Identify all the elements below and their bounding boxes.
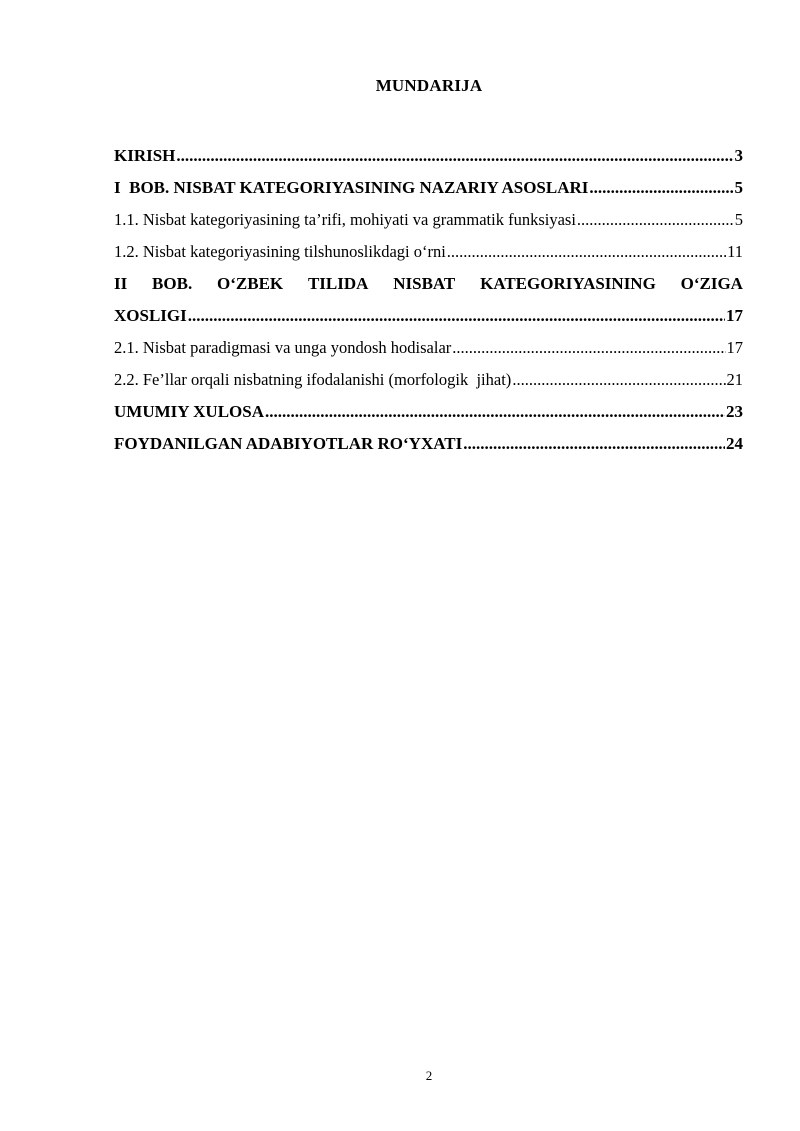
toc-entry-page: 5 [734, 178, 743, 197]
dot-leader [577, 204, 734, 236]
toc-entry-label: I BOB. NISBAT KATEGORIYASINING NAZARIY ASOSLARI [114, 178, 589, 197]
toc-word: TILIDA [307, 274, 369, 293]
toc-entry-label: 1.2. Nisbat kategoriyasining tilshunoslikdagi o‘rni [114, 242, 446, 261]
page-title: MUNDARIJA [375, 76, 483, 95]
dot-leader [452, 332, 725, 364]
toc-word: II [114, 274, 128, 293]
dot-leader [176, 140, 733, 172]
toc-entry-section-1-1[interactable] [114, 204, 743, 236]
toc-entry-chapter-2-line-2[interactable] [114, 300, 743, 332]
toc-entry-page: 21 [726, 370, 743, 389]
toc-entry-label-justified [114, 268, 743, 300]
toc-entry-label: 2.2. Fe’llar orqali nisbatning ifodalanishi (morfologik jihat) [114, 370, 512, 389]
dot-leader [447, 236, 726, 268]
page-number: 2 [425, 1068, 433, 1083]
toc-entry-label: 2.1. Nisbat paradigmasi va unga yondosh hodisalar [114, 338, 452, 357]
toc-word: NISBAT [393, 274, 456, 293]
toc-entry-label: FOYDANILGAN ADABIYOTLAR RO‘YXATI [114, 434, 463, 453]
toc-entry-chapter-2-line-1[interactable] [114, 268, 743, 300]
toc-entry-page: 17 [726, 306, 743, 325]
toc-entry-chapter-1[interactable] [114, 172, 743, 204]
dot-leader [589, 172, 733, 204]
toc-word: BOB. [152, 274, 193, 293]
toc-entry-label: UMUMIY XULOSA [114, 402, 265, 421]
toc-entry-section-2-1[interactable] [114, 332, 743, 364]
toc-word: KATEGORIYASINING [480, 274, 656, 293]
toc-entry-page: 11 [727, 242, 743, 261]
toc-entry-label: KIRISH [114, 146, 176, 165]
toc-entry-page: 3 [734, 146, 743, 165]
toc-entry-page: 17 [726, 338, 743, 357]
toc-entry-page: 24 [726, 434, 743, 453]
toc-entry-label: 1.1. Nisbat kategoriyasining ta’rifi, mohiyati va grammatik funksiyasi [114, 210, 576, 229]
dot-leader [265, 396, 725, 428]
dot-leader [188, 300, 725, 332]
toc-word: O‘ZBEK [217, 274, 284, 293]
toc-entry-page: 5 [734, 210, 743, 229]
toc-entry-label: XOSLIGI [114, 306, 187, 325]
toc-entry-conclusion[interactable] [114, 396, 743, 428]
dot-leader [463, 428, 725, 460]
toc-entry-section-1-2[interactable] [114, 236, 743, 268]
toc-entry-kirish[interactable] [114, 140, 743, 172]
dot-leader [512, 364, 725, 396]
toc-entry-section-2-2[interactable] [114, 364, 743, 396]
table-of-contents [114, 140, 743, 460]
toc-entry-page: 23 [726, 402, 743, 421]
toc-entry-bibliography[interactable] [114, 428, 743, 460]
toc-word: O‘ZIGA [680, 274, 743, 293]
